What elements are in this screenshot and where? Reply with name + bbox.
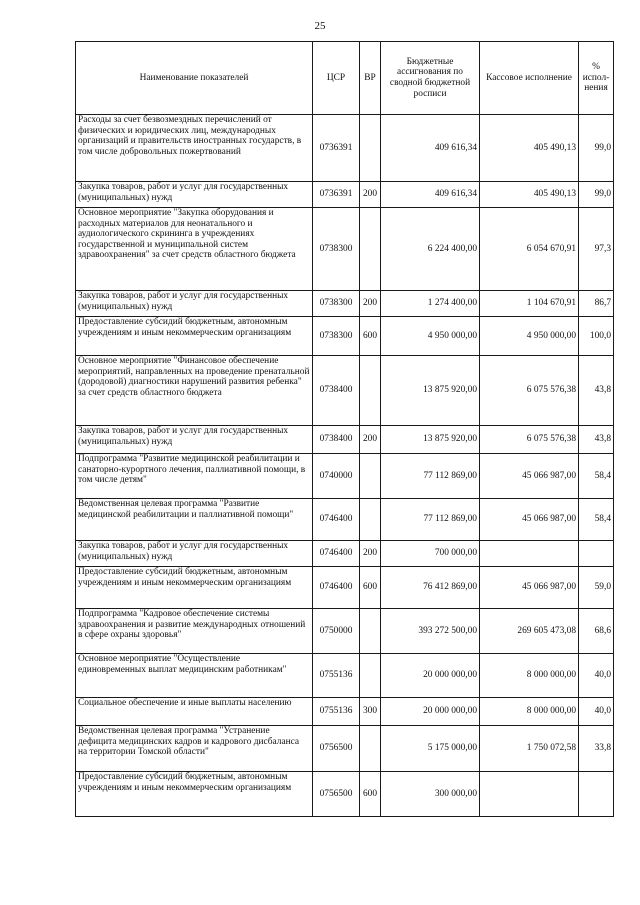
row-name: Основное мероприятие "Финансовое обеспечение мероприятий, направленных на проведение пренатальной (дородовой) диагностики нарушений развития ребенка" за счет средств областного бюджета bbox=[76, 356, 313, 426]
row-execution: 4 950 000,00 bbox=[480, 317, 579, 356]
table-row bbox=[76, 115, 614, 182]
header-csr: ЦСР bbox=[313, 42, 360, 115]
table-row bbox=[76, 698, 614, 726]
row-vr: 600 bbox=[360, 317, 381, 356]
row-vr bbox=[360, 115, 381, 182]
row-name: Закупка товаров, работ и услуг для государственных (муниципальных) нужд bbox=[76, 541, 313, 567]
row-name: Основное мероприятие "Закупка оборудования и расходных материалов для неонатального и аудиологического скрининга в учреждениях государственной и муниципальной систем здравоохранения" за счет средств областного бюджета bbox=[76, 208, 313, 291]
row-vr bbox=[360, 726, 381, 772]
budget-execution-table bbox=[75, 41, 614, 817]
row-assignments: 76 412 869,00 bbox=[381, 567, 480, 609]
row-execution: 45 066 987,00 bbox=[480, 567, 579, 609]
row-csr: 0738300 bbox=[313, 291, 360, 317]
row-percent: 99,0 bbox=[579, 182, 614, 208]
row-vr: 200 bbox=[360, 426, 381, 454]
row-execution: 8 000 000,00 bbox=[480, 654, 579, 698]
header-percent: % испол-нения bbox=[579, 42, 614, 115]
row-vr: 200 bbox=[360, 541, 381, 567]
row-percent: 43,8 bbox=[579, 426, 614, 454]
table-row bbox=[76, 567, 614, 609]
table-row bbox=[76, 772, 614, 817]
row-execution: 6 054 670,91 bbox=[480, 208, 579, 291]
table-row bbox=[76, 654, 614, 698]
row-assignments: 1 274 400,00 bbox=[381, 291, 480, 317]
row-csr: 0738400 bbox=[313, 356, 360, 426]
row-execution: 6 075 576,38 bbox=[480, 426, 579, 454]
row-vr: 200 bbox=[360, 291, 381, 317]
row-csr: 0738300 bbox=[313, 208, 360, 291]
row-vr: 600 bbox=[360, 772, 381, 817]
table-row bbox=[76, 317, 614, 356]
row-csr: 0738300 bbox=[313, 317, 360, 356]
row-csr: 0740000 bbox=[313, 454, 360, 499]
row-execution bbox=[480, 541, 579, 567]
table-row bbox=[76, 291, 614, 317]
table-row bbox=[76, 609, 614, 654]
row-name: Закупка товаров, работ и услуг для государственных (муниципальных) нужд bbox=[76, 182, 313, 208]
table-row bbox=[76, 182, 614, 208]
table-row bbox=[76, 356, 614, 426]
table-row bbox=[76, 208, 614, 291]
row-assignments: 77 112 869,00 bbox=[381, 454, 480, 499]
row-name: Ведомственная целевая программа "Устранение дефицита медицинских кадров и кадрового дисбаланса на территории Томской области" bbox=[76, 726, 313, 772]
row-execution: 45 066 987,00 bbox=[480, 454, 579, 499]
header-vr: ВР bbox=[360, 42, 381, 115]
row-percent bbox=[579, 772, 614, 817]
row-vr bbox=[360, 609, 381, 654]
row-vr: 300 bbox=[360, 698, 381, 726]
row-csr: 0736391 bbox=[313, 115, 360, 182]
row-execution: 269 605 473,08 bbox=[480, 609, 579, 654]
header-assignments: Бюджетные ассигнования по сводной бюджетной росписи bbox=[381, 42, 480, 115]
row-execution: 1 104 670,91 bbox=[480, 291, 579, 317]
row-name: Закупка товаров, работ и услуг для государственных (муниципальных) нужд bbox=[76, 291, 313, 317]
row-assignments: 409 616,34 bbox=[381, 182, 480, 208]
row-csr: 0746400 bbox=[313, 567, 360, 609]
row-assignments: 409 616,34 bbox=[381, 115, 480, 182]
row-name: Предоставление субсидий бюджетным, автономным учреждениям и иным некоммерческим организациям bbox=[76, 317, 313, 356]
row-execution: 405 490,13 bbox=[480, 115, 579, 182]
row-assignments: 20 000 000,00 bbox=[381, 654, 480, 698]
row-percent: 68,6 bbox=[579, 609, 614, 654]
row-vr bbox=[360, 454, 381, 499]
table-row bbox=[76, 726, 614, 772]
header-name: Наименование показателей bbox=[76, 42, 313, 115]
row-percent bbox=[579, 541, 614, 567]
row-assignments: 5 175 000,00 bbox=[381, 726, 480, 772]
row-percent: 58,4 bbox=[579, 499, 614, 541]
table-row bbox=[76, 541, 614, 567]
row-assignments: 393 272 500,00 bbox=[381, 609, 480, 654]
row-percent: 43,8 bbox=[579, 356, 614, 426]
row-vr bbox=[360, 356, 381, 426]
row-vr bbox=[360, 499, 381, 541]
row-csr: 0756500 bbox=[313, 772, 360, 817]
row-assignments: 700 000,00 bbox=[381, 541, 480, 567]
row-csr: 0746400 bbox=[313, 541, 360, 567]
table-row bbox=[76, 454, 614, 499]
row-assignments: 13 875 920,00 bbox=[381, 356, 480, 426]
row-name: Закупка товаров, работ и услуг для государственных (муниципальных) нужд bbox=[76, 426, 313, 454]
row-name: Предоставление субсидий бюджетным, автономным учреждениям и иным некоммерческим организациям bbox=[76, 772, 313, 817]
row-execution: 1 750 072,58 bbox=[480, 726, 579, 772]
row-csr: 0755136 bbox=[313, 698, 360, 726]
row-csr: 0756500 bbox=[313, 726, 360, 772]
row-name: Основное мероприятие "Осуществление единовременных выплат медицинским работникам" bbox=[76, 654, 313, 698]
row-csr: 0746400 bbox=[313, 499, 360, 541]
page-number: 25 bbox=[314, 20, 326, 32]
row-execution: 45 066 987,00 bbox=[480, 499, 579, 541]
row-percent: 59,0 bbox=[579, 567, 614, 609]
row-execution: 8 000 000,00 bbox=[480, 698, 579, 726]
row-vr bbox=[360, 208, 381, 291]
row-csr: 0738400 bbox=[313, 426, 360, 454]
row-execution: 405 490,13 bbox=[480, 182, 579, 208]
row-percent: 40,0 bbox=[579, 654, 614, 698]
row-name: Подпрограмма "Развитие медицинской реабилитации и санаторно-курортного лечения, паллиативной помощи, в том числе детям" bbox=[76, 454, 313, 499]
row-execution: 6 075 576,38 bbox=[480, 356, 579, 426]
row-name: Социальное обеспечение и иные выплаты населению bbox=[76, 698, 313, 726]
row-vr: 600 bbox=[360, 567, 381, 609]
header-execution: Кассовое исполнение bbox=[480, 42, 579, 115]
row-csr: 0736391 bbox=[313, 182, 360, 208]
row-name: Расходы за счет безвозмездных перечислений от физических и юридических лиц, международных организаций и правительств иностранных государств, в том числе добровольных пожертвований bbox=[76, 115, 313, 182]
table-row bbox=[76, 426, 614, 454]
row-vr bbox=[360, 654, 381, 698]
row-assignments: 6 224 400,00 bbox=[381, 208, 480, 291]
row-execution bbox=[480, 772, 579, 817]
row-percent: 86,7 bbox=[579, 291, 614, 317]
row-name: Подпрограмма "Кадровое обеспечение системы здравоохранения и развитие международных отношений в сфере охраны здоровья" bbox=[76, 609, 313, 654]
table-row bbox=[76, 499, 614, 541]
row-percent: 40,0 bbox=[579, 698, 614, 726]
row-assignments: 77 112 869,00 bbox=[381, 499, 480, 541]
row-assignments: 20 000 000,00 bbox=[381, 698, 480, 726]
row-csr: 0750000 bbox=[313, 609, 360, 654]
row-assignments: 4 950 000,00 bbox=[381, 317, 480, 356]
row-assignments: 300 000,00 bbox=[381, 772, 480, 817]
table-header-row bbox=[76, 42, 614, 115]
row-assignments: 13 875 920,00 bbox=[381, 426, 480, 454]
row-percent: 99,0 bbox=[579, 115, 614, 182]
row-percent: 58,4 bbox=[579, 454, 614, 499]
row-percent: 33,8 bbox=[579, 726, 614, 772]
row-percent: 100,0 bbox=[579, 317, 614, 356]
row-name: Предоставление субсидий бюджетным, автономным учреждениям и иным некоммерческим организациям bbox=[76, 567, 313, 609]
row-name: Ведомственная целевая программа "Развитие медицинской реабилитации и паллиативной помощи" bbox=[76, 499, 313, 541]
row-csr: 0755136 bbox=[313, 654, 360, 698]
row-percent: 97,3 bbox=[579, 208, 614, 291]
row-vr: 200 bbox=[360, 182, 381, 208]
